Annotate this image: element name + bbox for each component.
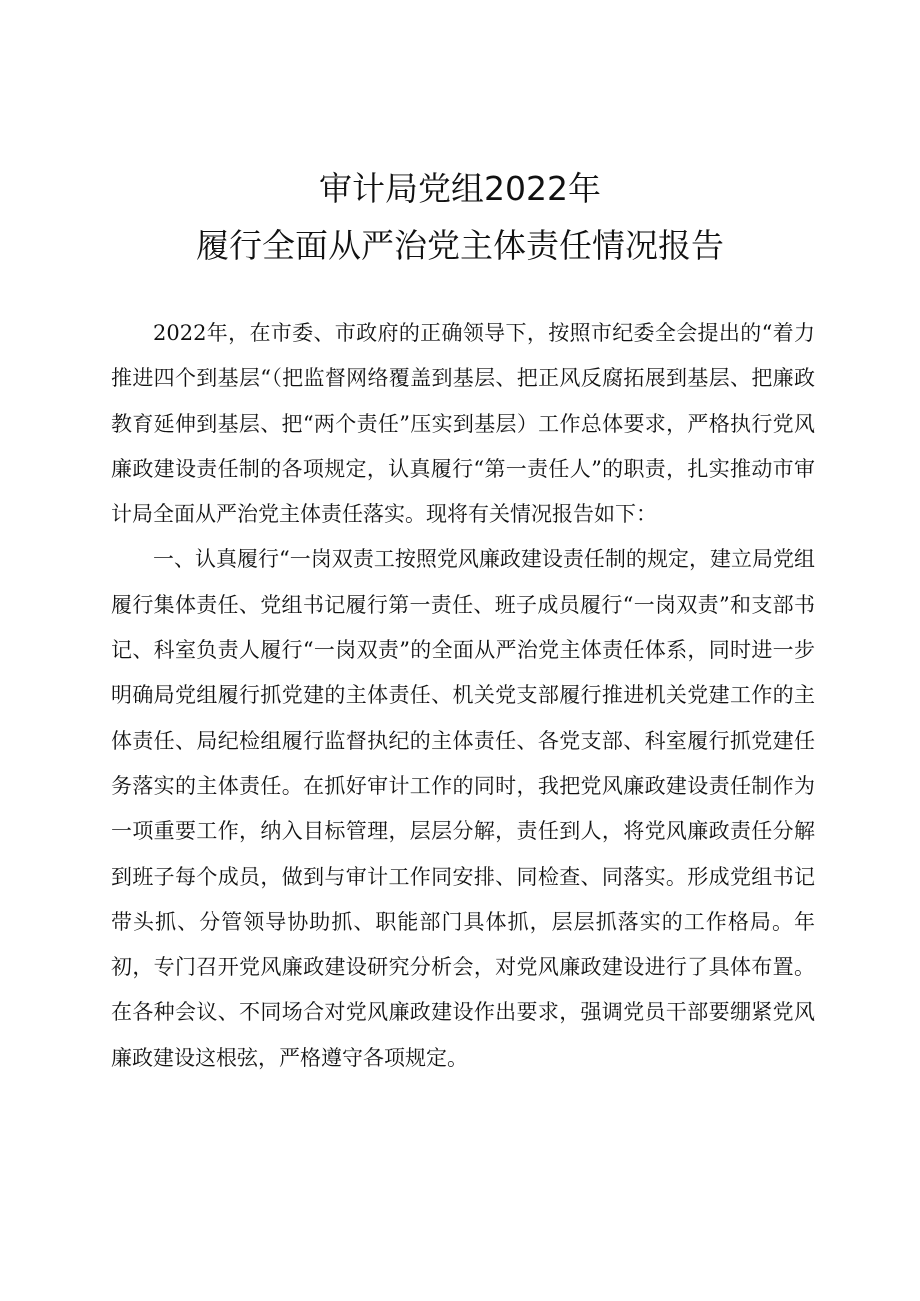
title-line-1: 审计局党组2022年	[319, 169, 601, 208]
paragraph-intro: 2022年，在市委、市政府的正确领导下，按照市纪委全会提出的“着力推进四个到基层“（把监督网络覆盖到基层、把正风反腐拓展到基层、把廉政教育延伸到基层、把“两个责任”压实到基层）工作总体要求，严格执行党风廉政建设责任制的各项规定，认真履行“第一责任人”的职责，扎实推动市审计局全面从严治党主体责任落实。现将有关情况报告如下：	[111, 321, 815, 527]
document-title	[0, 160, 920, 274]
document-body	[111, 311, 815, 1081]
paragraph-section-1: 一、认真履行“一岗双责工按照党风廉政建设责任制的规定，建立局党组履行集体责任、党组书记履行第一责任、班子成员履行“一岗双责”和支部书记、科室负责人履行“一岗双责”的全面从严治党主体责任体系，同时进一步明确局党组履行抓党建的主体责任、机关党支部履行推进机关党建工作的主体责任、局纪检组履行监督执纪的主体责任、各党支部、科室履行抓党建任务落实的主体责任。在抓好审计工作的同时，我把党风廉政建设责任制作为一项重要工作，纳入目标管理，层层分解，责任到人，将党风廉政责任分解到班子每个成员，做到与审计工作同安排、同检查、同落实。形成党组书记带头抓、分管领导协助抓、职能部门具体抓，层层抓落实的工作格局。年初，专门召开党风廉政建设研究分析会，对党风廉政建设进行了具体布置。在各种会议、不同场合对党风廉政建设作出要求，强调党员干部要绷紧党风廉政建设这根弦，严格遵守各项规定。	[111, 547, 815, 1070]
title-line-2: 履行全面从严治党主体责任情况报告	[196, 226, 724, 265]
